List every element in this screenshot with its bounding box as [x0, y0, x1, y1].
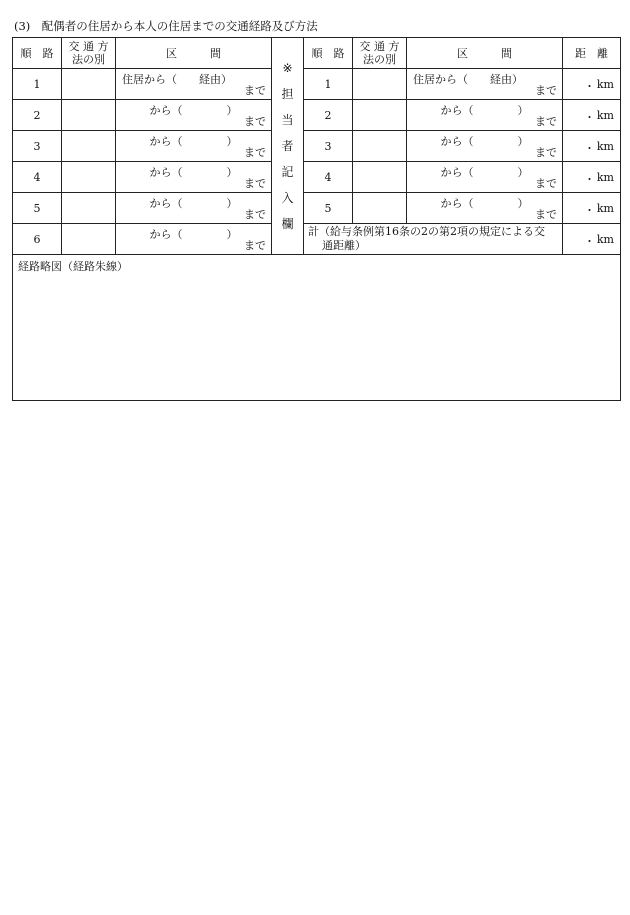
table-row [13, 100, 621, 131]
method-cell[interactable] [353, 193, 407, 224]
distance-cell[interactable]: ・ km [563, 131, 621, 162]
header-method-left: 交 通 方 法の別 [62, 38, 116, 69]
section-cell[interactable]: 住居から（ 経由） まで [407, 69, 563, 100]
method-cell[interactable] [353, 131, 407, 162]
section-cell[interactable]: から（ ） まで [116, 162, 272, 193]
order-number: 5 [13, 193, 62, 224]
table-row [13, 224, 621, 255]
method-cell[interactable] [353, 162, 407, 193]
section-cell[interactable]: から（ ） まで [407, 193, 563, 224]
distance-cell[interactable]: ・ km [563, 162, 621, 193]
method-cell[interactable] [62, 162, 116, 193]
route-table [12, 37, 621, 401]
method-cell[interactable] [62, 193, 116, 224]
route-map-area[interactable] [13, 255, 621, 401]
header-method-right: 交 通 方 法の別 [353, 38, 407, 69]
order-number: 1 [304, 69, 353, 100]
table-row [13, 162, 621, 193]
route-map-label: 経路略図（経路朱線） [18, 260, 128, 273]
method-cell[interactable] [62, 69, 116, 100]
distance-cell[interactable]: ・ km [563, 69, 621, 100]
order-number: 2 [304, 100, 353, 131]
table-row [13, 69, 621, 100]
header-distance: 距 離 [563, 38, 621, 69]
staff-entry-column: ※ 担 当 者 記 入 欄 [272, 38, 304, 255]
total-distance-cell[interactable]: ・ km [563, 224, 621, 255]
table-row [13, 131, 621, 162]
section-title: (3) 配偶者の住居から本人の住居までの交通経路及び方法 [14, 19, 318, 33]
distance-cell[interactable]: ・ km [563, 100, 621, 131]
order-number: 2 [13, 100, 62, 131]
order-number: 4 [13, 162, 62, 193]
method-cell[interactable] [62, 224, 116, 255]
order-number: 5 [304, 193, 353, 224]
header-order-left: 順 路 [13, 38, 62, 69]
section-cell[interactable]: から（ ） まで [116, 224, 272, 255]
order-number: 1 [13, 69, 62, 100]
total-label: 計（給与条例第16条の2の第2項の規定による交 通距離） [304, 224, 563, 255]
header-section-right: 区 間 [407, 38, 563, 69]
method-cell[interactable] [62, 131, 116, 162]
section-cell[interactable]: 住居から（ 経由） まで [116, 69, 272, 100]
header-order-right: 順 路 [304, 38, 353, 69]
order-number: 6 [13, 224, 62, 255]
section-cell[interactable]: から（ ） まで [116, 193, 272, 224]
section-cell[interactable]: から（ ） まで [407, 100, 563, 131]
section-cell[interactable]: から（ ） まで [407, 162, 563, 193]
method-cell[interactable] [353, 100, 407, 131]
method-cell[interactable] [353, 69, 407, 100]
header-section-left: 区 間 [116, 38, 272, 69]
map-row [13, 255, 621, 401]
method-cell[interactable] [62, 100, 116, 131]
order-number: 4 [304, 162, 353, 193]
section-cell[interactable]: から（ ） まで [407, 131, 563, 162]
distance-cell[interactable]: ・ km [563, 193, 621, 224]
section-cell[interactable]: から（ ） まで [116, 131, 272, 162]
table-row [13, 193, 621, 224]
order-number: 3 [13, 131, 62, 162]
section-cell[interactable]: から（ ） まで [116, 100, 272, 131]
order-number: 3 [304, 131, 353, 162]
header-row [13, 38, 621, 69]
